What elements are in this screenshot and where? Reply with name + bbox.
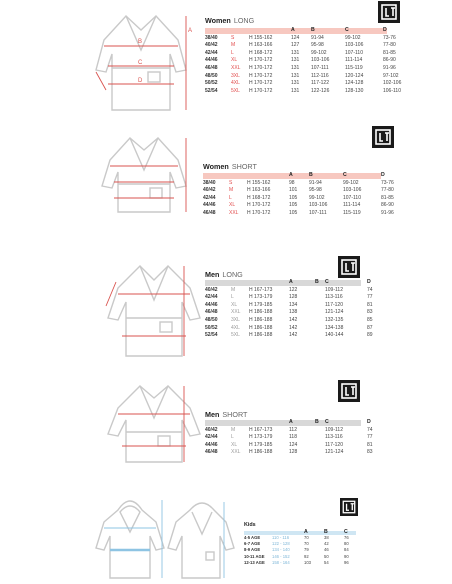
table-row: 48/50 3XL H 170-172 131 112-116 120-124 97-102 (205, 72, 399, 79)
dim-letter-d: D (138, 78, 143, 84)
table-row: 8-9 AGE 134 - 140 79 46 84 (244, 547, 349, 553)
table-row: 38/40 S H 155-162 98 91-94 99-102 73-76 (203, 179, 394, 186)
section-women-long (0, 0, 452, 120)
table-row: 42/44 L H 173-179 118 113-116 77 (205, 434, 373, 441)
table-row: 48/50 3XL H 186-188 142 132-135 85 (205, 316, 373, 323)
table-row: 42/44 L H 168-172 105 99-102 107-110 81-85 (203, 194, 394, 201)
table-row: 52/54 5XL H 170-172 131 122-126 128-130 106-110 (205, 87, 401, 94)
size-table: A B C D 38/40 S H 155-162 124 91-94 99-102 73-76 40/42 M H 163-166 127 95-98 103-106 77-80 42/44 L H 168-172 131 99-102 107-110 81-85 44/46 XL H 170-172 131 103-106 111-114 86-90 46/48 XXL H 170-172 131 107-111 115-119 91-96 48/50 3XL H 170-172 131 112-116 120-124 97-102 50/52 4XL H 170-172 131 117-122 124-128 102-106 52/54 5XL H 170-172 131 122-126 128-130 106-110 (203, 27, 415, 95)
size-table: A B C D 40/42 M H 167-173 122 109-112 74 42/44 L H 173-179 128 113-116 77 44/46 XL H 179-185 134 117-120 81 46/48 XXL H 186-188 138 121-124 83 48/50 3XL H 186-188 142 132-135 85 50/52 4XL H 186-188 142 134-138 87 52/54 5XL H 186-188 142 140-144 89 (203, 279, 387, 340)
table-row: 44/46 XL H 179-185 124 117-120 81 (205, 441, 373, 448)
section-women-short (0, 124, 452, 244)
table-row: 10-11 AGE 146 - 152 92 50 90 (244, 553, 349, 559)
section-kids (0, 488, 452, 584)
robe-long-icon (102, 260, 206, 360)
table-row: 40/42 M H 163-166 101 95-98 103-106 77-80 (203, 187, 394, 194)
size-table: A B C 4-5 AGE 110 - 116 70 38 76 6-7 AGE 122 - 128 70 42 80 8-9 AGE 134 - 140 79 46 84 10-11 AGE 146 - 152 92 50 90 12-13 AGE 158 - 164 103 54 96 (242, 529, 362, 566)
dim-letter-a: A (188, 28, 193, 34)
logo-icon (338, 256, 360, 278)
robe-short-icon (104, 380, 204, 468)
size-table: A B C D 40/42 M H 167-173 112 109-112 74 42/44 L H 173-179 118 113-116 77 44/46 XL H 179-185 124 117-120 81 46/48 XXL H 186-188 128 121-124 83 (203, 419, 387, 457)
table-row: 50/52 4XL H 186-188 142 134-138 87 (205, 324, 373, 331)
robe-kids-hood-icon (162, 496, 240, 582)
table-row: 46/48 XXL H 186-188 138 121-124 83 (205, 309, 373, 316)
robe-kids-hood-icon (90, 492, 170, 582)
section-title: Women LONG (205, 16, 255, 25)
section-men-long (0, 248, 452, 373)
table-row: 12-13 AGE 158 - 164 103 54 96 (244, 559, 349, 565)
table-row: 42/44 L H 173-179 128 113-116 77 (205, 294, 373, 301)
table-row: 40/42 M H 167-173 112 109-112 74 (205, 426, 373, 433)
table-row: 40/42 M H 167-173 122 109-112 74 (205, 286, 373, 293)
dim-letter-c: C (138, 60, 143, 66)
section-title: Women SHORT (203, 162, 257, 171)
section-men-short (0, 376, 452, 476)
section-title: Kids (244, 522, 256, 528)
section-title: Men LONG (205, 270, 243, 279)
robe-short-icon (96, 132, 192, 228)
logo-icon (340, 498, 358, 516)
table-row: 40/42 M H 163-166 127 95-98 103-106 77-80 (205, 42, 396, 49)
table-row: 44/46 XL H 170-172 105 103-106 111-114 86-90 (203, 202, 394, 209)
logo-icon (378, 1, 400, 23)
table-row: 6-7 AGE 122 - 128 70 42 80 (244, 541, 349, 547)
logo-icon (338, 380, 360, 402)
table-row: 46/48 XXL H 186-188 128 121-124 83 (205, 449, 373, 456)
dim-letter-b: B (138, 39, 143, 45)
robe-long-icon (86, 10, 196, 114)
table-row: 50/52 4XL H 170-172 131 117-122 124-128 102-106 (205, 80, 402, 87)
table-row: 38/40 S H 155-162 124 91-94 99-102 73-76 (205, 34, 396, 41)
table-row: 4-5 AGE 110 - 116 70 38 76 (244, 535, 349, 540)
table-row: 44/46 XL H 179-185 134 117-120 81 (205, 301, 373, 308)
table-row: 44/46 XL H 170-172 131 103-106 111-114 86-90 (205, 57, 396, 64)
table-row: 42/44 L H 168-172 131 99-102 107-110 81-85 (205, 49, 396, 56)
table-row: 46/48 XXL H 170-172 105 107-111 115-119 91-96 (203, 209, 394, 216)
table-row: 52/54 5XL H 186-188 142 140-144 89 (205, 332, 373, 339)
size-table: A B C D 38/40 S H 155-162 98 91-94 99-102 73-76 40/42 M H 163-166 101 95-98 103-106 77-80 42/44 L H 168-172 105 99-102 107-110 81-85 44/46 XL H 170-172 105 103-106 111-114 86-90 46/48 XXL H 170-172 105 107-111 115-119 91-96 (201, 172, 411, 218)
section-title: Men SHORT (205, 410, 248, 419)
logo-icon (372, 126, 394, 148)
table-row: 46/48 XXL H 170-172 131 107-111 115-119 91-96 (205, 64, 396, 71)
